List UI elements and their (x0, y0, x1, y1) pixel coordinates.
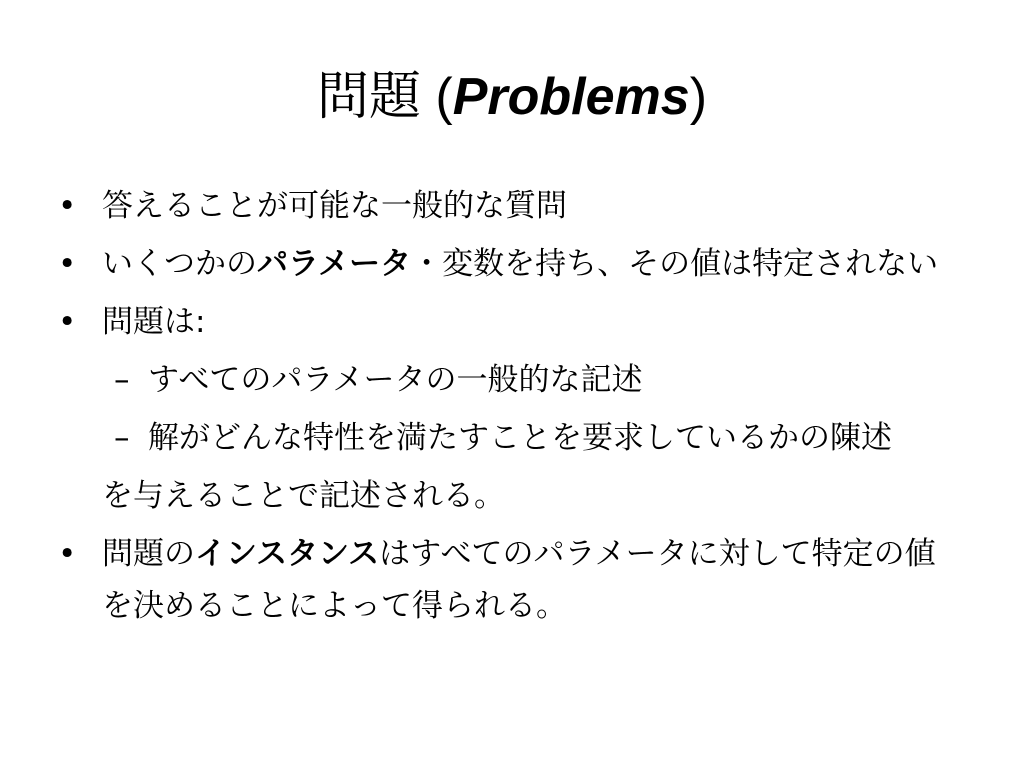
bullet-dot: • (58, 246, 77, 282)
bullet-item (56, 296, 966, 348)
slide-title (0, 62, 1024, 132)
bullet-text: 問題は: (102, 304, 206, 340)
bullet-text-bold: インスタンス (195, 536, 380, 572)
bullet-text-pre: 問題の (102, 536, 195, 572)
title-close: ) (689, 68, 708, 126)
slide-body (56, 180, 966, 632)
bullet-dot: • (58, 536, 77, 572)
bullet-text-post: はすべてのパラメータに対して特定の値を決めることによって得られる。 (102, 536, 936, 624)
bullet-dot: • (58, 188, 77, 224)
bullet-dot: • (58, 304, 77, 340)
bullet-text-pre: いくつかの (102, 246, 257, 282)
sub-item (56, 354, 966, 406)
sub-item (56, 412, 966, 464)
bullet-item (56, 180, 966, 232)
title-en: Problems (452, 68, 690, 126)
bullet-item (56, 528, 966, 632)
title-jp: 問題 ( (316, 68, 453, 126)
bullet-text: 答えることが可能な一般的な質問 (102, 188, 567, 224)
bullet-item (56, 238, 966, 290)
sub-dash: – (114, 362, 130, 398)
sub-text: 解がどんな特性を満たすことを要求しているかの陳述 (148, 420, 892, 456)
sub-text: すべてのパラメータの一般的な記述 (148, 362, 643, 398)
sub-dash: – (114, 420, 130, 456)
continuation-text: を与えることで記述される。 (102, 478, 505, 514)
bullet-text-post: ・変数を持ち、その値は特定されない (411, 246, 939, 282)
bullet-text-bold: パラメータ (257, 246, 412, 282)
